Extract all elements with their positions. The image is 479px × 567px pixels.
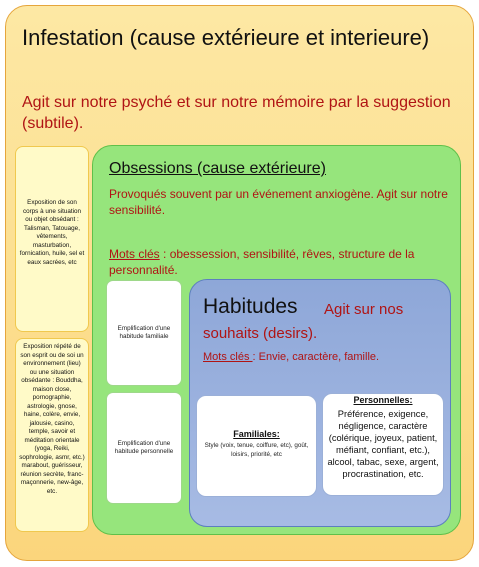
obsessions-title: Obsessions (cause extérieure) — [109, 160, 326, 177]
familiales-text: Style (voix, tenue, coiffure, etc), goût, loisirs, priorité, etc — [204, 442, 309, 458]
keywords-text: : obessession, sensibilité, rêves, structure de la personnalité. — [109, 247, 415, 277]
left-note-text: Exposition de son corps à une situation ou objet obsédant : Talisman, Tatouage, vêtements, masturbation, fornication, huile, sel et eaux sacrées, etc — [19, 199, 85, 266]
keywords-label: Mots clés — [203, 351, 253, 363]
keywords-label: Mots clés — [109, 247, 160, 261]
personnelles-card — [322, 393, 444, 496]
infestation-title: Infestation (cause extérieure et interieure) — [22, 25, 430, 50]
left-note-text: Exposition répété de son esprit ou de soi un environnement (lieu) ou une situation obsédante : Bouddha, maison close, pornographie, astrologie, gnose, haine, colère, envie, jalousie, casino, temple, savoir et méditation orientale (yoga, Reiki, sophrologie, asmr, etc.) marabout, guérisseur, réunion secrète, franc-maçonnerie, new-âge, etc. — [19, 343, 85, 495]
left-note-mind-exposure — [15, 338, 89, 532]
family-habit-note — [106, 280, 182, 386]
middle-note-text: Emplification d'une habitude familiale — [117, 324, 171, 340]
familiales-card — [196, 395, 317, 497]
familiales-title: Familiales: — [233, 429, 280, 439]
personnelles-text: Préférence, exigence, négligence, caractère (colérique, joyeux, patient, méfiant, confiant, etc.), alcool, tabac, sexe, argent, procrastination, etc. — [327, 409, 439, 479]
keywords-text: : Envie, caractère, famille. — [252, 351, 380, 363]
obsessions-keywords — [109, 246, 454, 278]
habitudes-description: Agit sur nos souhaits (desirs). — [203, 301, 404, 342]
left-note-body-exposure — [15, 146, 89, 332]
personnelles-title: Personnelles: — [353, 395, 413, 405]
infestation-description: Agit sur notre psyché et sur notre mémoire par la suggestion (subtile). — [22, 94, 451, 132]
habitudes-title: Habitudes — [203, 295, 298, 318]
obsessions-description: Provoqués souvent par un événement anxiogène. Agit sur notre sensibilité. — [109, 187, 448, 217]
personal-habit-note — [106, 392, 182, 504]
habitudes-keywords — [203, 350, 443, 364]
middle-note-text: Emplification d'une habitude personnelle — [114, 439, 174, 455]
